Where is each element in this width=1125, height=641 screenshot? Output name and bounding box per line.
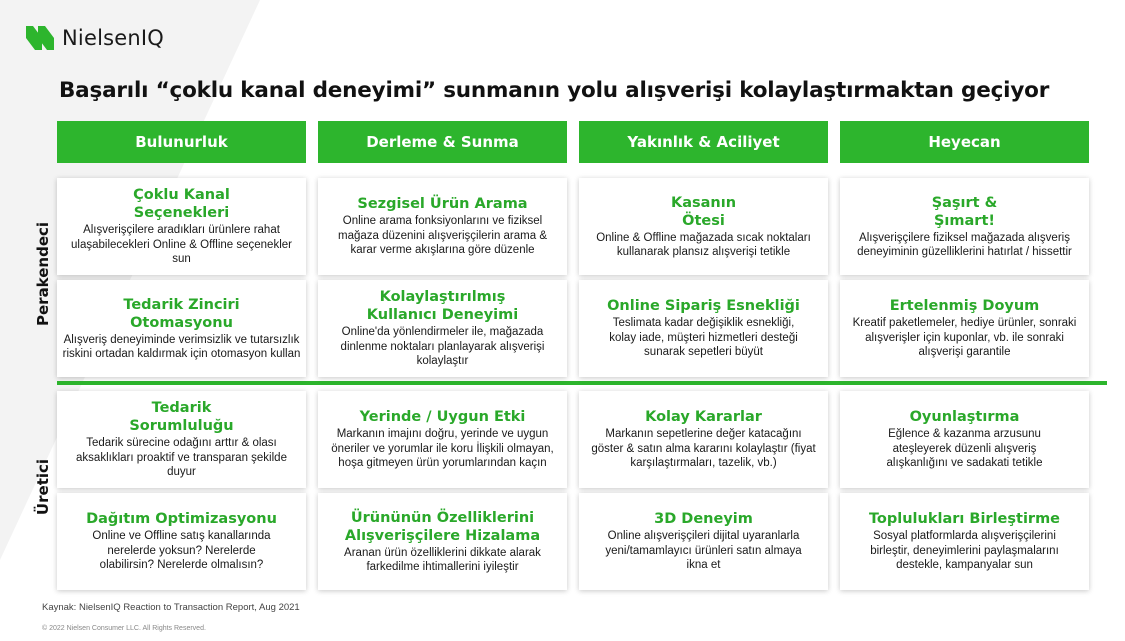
card-online-siparis-esnekligi: [579, 280, 828, 377]
card-description: Aranan ürün özelliklerini dikkate alarak farkedilme ihtimallerini iyileştir: [344, 546, 541, 573]
card-topluluklari-birlestirme: [840, 493, 1089, 590]
column-header-yakinlik-aciliyet: Yakınlık & Aciliyet: [579, 121, 828, 163]
nielseniq-logo-icon: [26, 26, 56, 50]
card-ertelenmis-doyum: [840, 280, 1089, 377]
card-title: 3D Deneyim: [654, 511, 753, 528]
card-oyunlastirma: [840, 391, 1089, 488]
column-header-heyecan: Heyecan: [840, 121, 1089, 163]
copyright-note: © 2022 Nielsen Consumer LLC. All Rights Reserved.: [42, 625, 206, 632]
card-title: Dağıtım Optimizasyonu: [86, 511, 277, 528]
card-description: Markanın sepetlerine değer katacağını göster & satın alma kararını kolaylaştır (fiyat karşılaştırmaları, tazelik, vb.): [591, 428, 816, 470]
card-kolaylastirilmis-kullanici-deneyimi: [318, 280, 567, 377]
card-description: Online & Offline mağazada sıcak noktaları kullanarak plansız alışverişi tetikle: [596, 231, 811, 258]
card-description: Kreatif paketlemeler, hediye ürünler, sonraki alışverişler için kuponlar, vb. ile sonraki alışverişi garantile: [852, 317, 1077, 359]
column-header-bulunurluk: Bulunurluk: [57, 121, 306, 163]
card-title: Kolaylaştırılmış Kullanıcı Deneyimi: [366, 289, 519, 324]
card-sezgisel-urun-arama: [318, 178, 567, 275]
section-divider: [57, 381, 1107, 385]
card-title: Kasanın Ötesi: [670, 194, 737, 229]
card-title: Kolay Kararlar: [645, 409, 762, 426]
card-sasirt-simart: [840, 178, 1089, 275]
card-kasanin-otesi: [579, 178, 828, 275]
row-label-producer: Üretici: [34, 458, 52, 516]
card-urun-ozellikleri-hizalama: [318, 493, 567, 590]
card-title: Yerinde / Uygun Etki: [359, 409, 526, 426]
card-title: Tedarik Zinciri Otomasyonu: [123, 296, 240, 331]
card-tedarik-zinciri-otomasyonu: [57, 280, 306, 377]
card-description: Tedarik sürecine odağını arttır & olası aksaklıkları proaktif ve transparan şekilde duyur: [76, 437, 287, 479]
row-label-retailer: Perakendeci: [34, 221, 52, 326]
card-title: Ürününün Özelliklerini Alışverişçilere Hizalama: [344, 509, 541, 544]
card-description: Alışverişçilere aradıkları ürünlere rahat ulaşabilecekleri Online & Offline seçenekler sun: [71, 224, 292, 266]
card-title: Tedarik Sorumluluğu: [129, 400, 234, 435]
card-yerinde-uygun-etki: [318, 391, 567, 488]
card-title: Sezgisel Ürün Arama: [357, 196, 528, 213]
card-description: Online alışverişçileri dijital uyaranlarla yeni/tamamlayıcı ürünleri satın almaya ikna et: [605, 530, 802, 572]
card-title: Şaşırt & Şımart!: [931, 194, 998, 229]
card-description: Alışveriş deneyiminde verimsizlik ve tutarsızlık riskini ortadan kaldırmak için otomasyon kullan: [62, 333, 301, 360]
card-description: Sosyal platformlarda alışverişçilerini birleştir, deneyimlerini paylaşmalarını destekle, kampanyalar sun: [870, 530, 1059, 572]
card-description: Online arama fonksiyonlarını ve fiziksel mağaza düzenini alışverişçilerin arama & karar verme akışlarına göre düzenle: [337, 215, 547, 257]
card-title: Oyunlaştırma: [909, 409, 1020, 426]
card-description: Online'da yönlendirmeler ile, mağazada dinlenme noktaları planlayarak alışverişi kolaylaştır: [340, 326, 545, 368]
source-note: Kaynak: NielsenIQ Reaction to Transaction Report, Aug 2021: [42, 602, 300, 613]
card-title: Toplulukları Birleştirme: [868, 511, 1061, 528]
card-description: Online ve Offline satış kanallarında nerelerde yoksun? Nerelerde olabilirsin? Nerelerde olmalısın?: [92, 530, 271, 572]
card-tedarik-sorumlulugu: [57, 391, 306, 488]
brand-name: NielsenIQ: [62, 26, 164, 50]
card-coklu-kanal: [57, 178, 306, 275]
card-title: Çoklu Kanal Seçenekleri: [133, 187, 230, 222]
card-title: Online Sipariş Esnekliği: [607, 298, 800, 315]
card-description: Markanın imajını doğru, yerinde ve uygun öneriler ve yorumlar ile koru İlişkili olmayan, hoşa gitmeyen ürün yorumlarından kaçın: [331, 428, 554, 470]
nielseniq-logo: [26, 26, 164, 50]
column-header-derleme-sunma: Derleme & Sunma: [318, 121, 567, 163]
page-title: Başarılı “çoklu kanal deneyimi” sunmanın yolu alışverişi kolaylaştırmaktan geçiyor: [59, 78, 1050, 103]
card-title: Ertelenmiş Doyum: [889, 298, 1040, 315]
card-description: Alışverişçilere fiziksel mağazada alışveriş deneyiminin güzelliklerini hatırlat / hissettir: [857, 231, 1072, 258]
card-description: Teslimata kadar değişiklik esnekliği, kolay iade, müşteri hizmetleri desteği sunarak sepetleri büyüt: [609, 317, 798, 359]
card-kolay-kararlar: [579, 391, 828, 488]
card-3d-deneyim: [579, 493, 828, 590]
card-description: Eğlence & kazanma arzusunu ateşleyerek düzenli alışveriş alışkanlığını ve sadakati tetikle: [886, 428, 1043, 470]
card-dagitim-optimizasyonu: [57, 493, 306, 590]
